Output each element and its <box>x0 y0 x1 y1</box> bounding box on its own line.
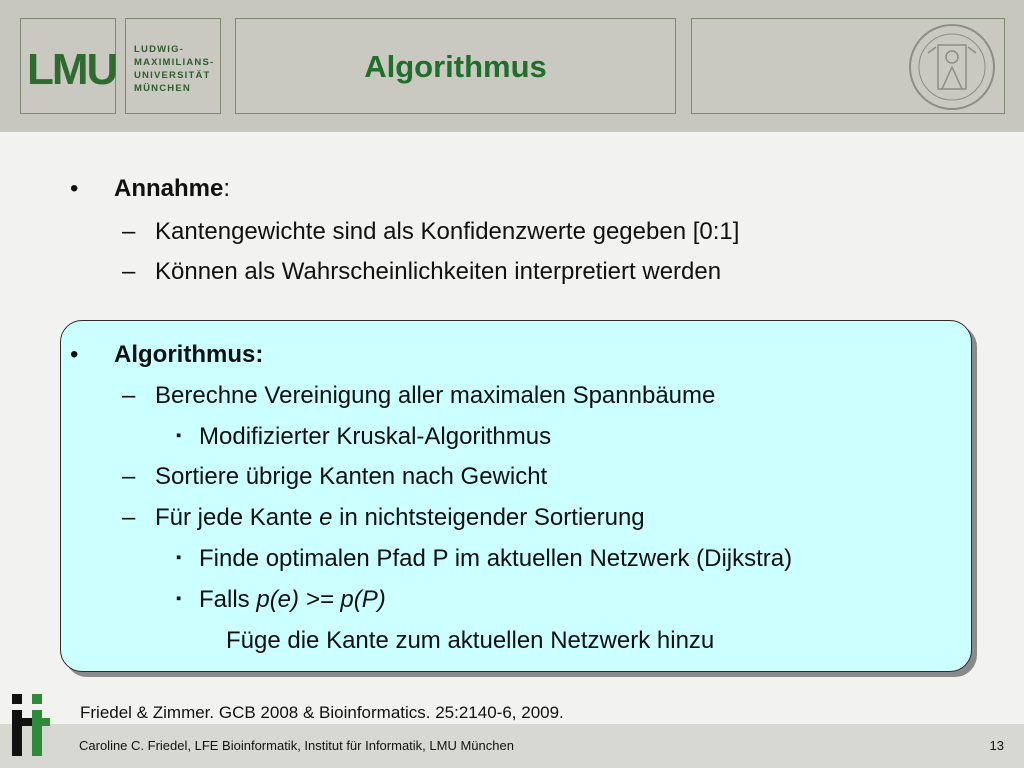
university-line-1: LUDWIG- <box>134 44 185 55</box>
slide-title: Algorithmus <box>364 49 547 84</box>
university-seal-icon <box>906 23 998 111</box>
square-bullet-icon: ▪ <box>176 549 182 566</box>
dash-icon: – <box>122 218 136 245</box>
bioinformatics-logo-icon <box>8 690 54 760</box>
citation: Friedel & Zimmer. GCB 2008 & Bioinformatics. 25:2140-6, 2009. <box>80 703 564 722</box>
footer-author: Caroline C. Friedel, LFE Bioinformatik, Institut für Informatik, LMU München <box>79 738 514 753</box>
university-name-box <box>125 18 221 114</box>
section1-item-2: Können als Wahrscheinlichkeiten interpretiert werden <box>155 258 722 285</box>
page-number: 13 <box>989 738 1004 753</box>
bullet-dot-icon: • <box>70 175 79 202</box>
algorithm-step-3-sub-2: Falls p(e) >= p(P) <box>199 586 386 613</box>
university-line-4: MÜNCHEN <box>134 83 191 94</box>
section2-heading: Algorithmus: <box>114 341 264 368</box>
section1-item-1: Kantengewichte sind als Konfidenzwerte gegeben [0:1] <box>155 218 740 245</box>
dash-icon: – <box>122 258 136 285</box>
dash-icon: – <box>122 463 136 490</box>
lmu-logo: LMU <box>27 45 117 94</box>
algorithm-step-3-sub-1: Finde optimalen Pfad P im aktuellen Netzwerk (Dijkstra) <box>199 545 793 572</box>
university-line-3: UNIVERSITÄT <box>134 70 211 81</box>
dash-icon: – <box>122 382 136 409</box>
university-line-2: MAXIMILIANS- <box>134 57 215 68</box>
algorithm-step-2: Sortiere übrige Kanten nach Gewicht <box>155 463 548 490</box>
slide-header <box>0 0 1024 132</box>
algorithm-panel <box>60 320 972 672</box>
section1-heading: Annahme: <box>114 175 231 202</box>
algorithm-step-1: Berechne Vereinigung aller maximalen Spannbäume <box>155 382 716 409</box>
lmu-logo-box <box>20 18 116 114</box>
algorithm-step-1-sub: Modifizierter Kruskal-Algorithmus <box>199 423 552 450</box>
title-box <box>235 18 676 114</box>
algorithm-step-3: Für jede Kante e in nichtsteigender Sortierung <box>155 504 645 531</box>
square-bullet-icon: ▪ <box>176 590 182 607</box>
dash-icon: – <box>122 504 136 531</box>
square-bullet-icon: ▪ <box>176 427 182 444</box>
algorithm-step-3-sub-2-continuation: Füge die Kante zum aktuellen Netzwerk hinzu <box>226 627 715 654</box>
seal-box <box>691 18 1005 114</box>
bullet-dot-icon: • <box>70 341 79 368</box>
